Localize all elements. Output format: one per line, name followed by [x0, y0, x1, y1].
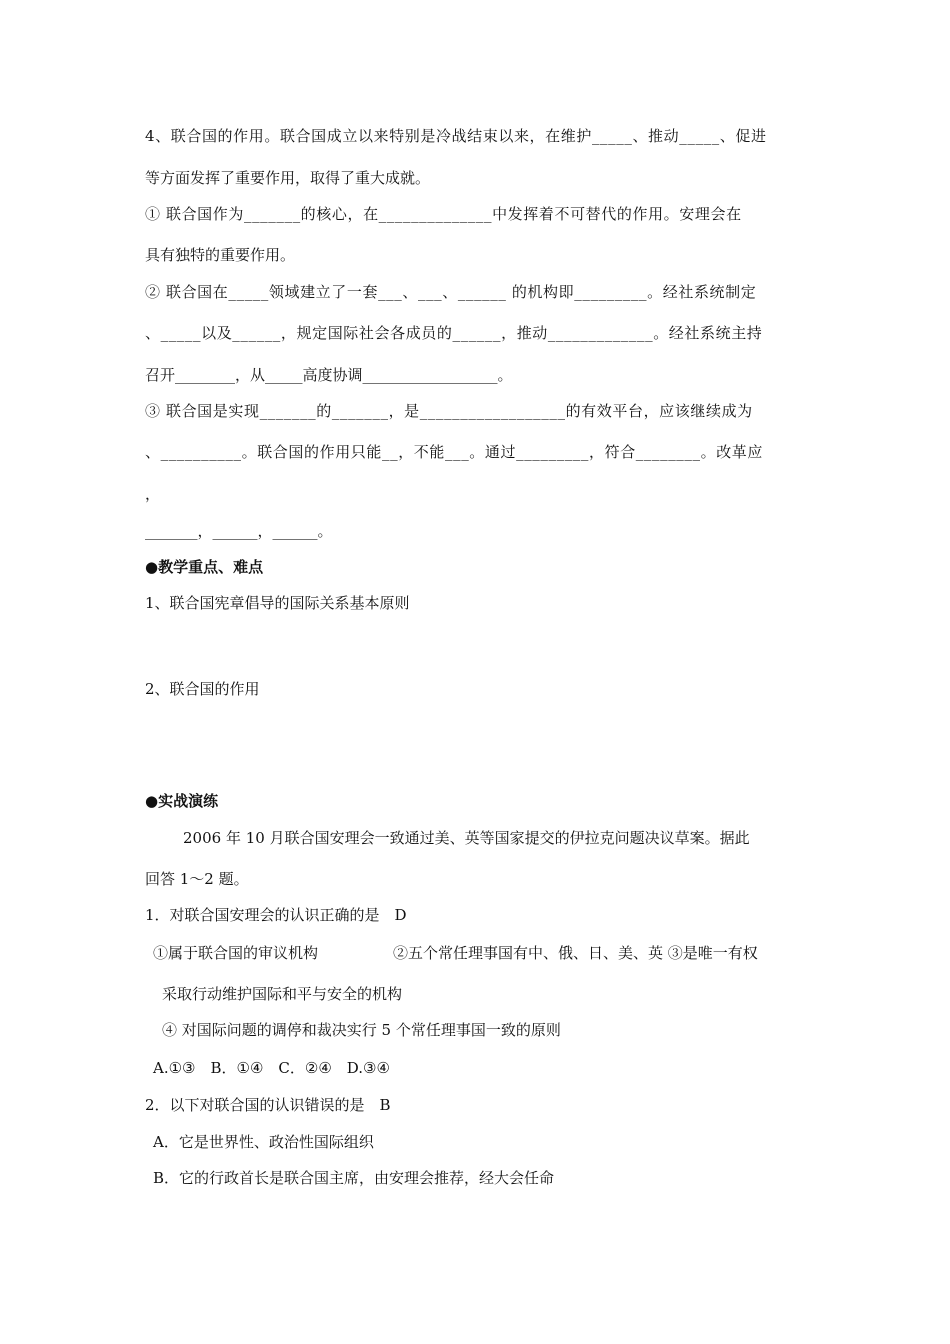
- question-1-option-2-3: ②五个常任理事国有中、俄、日、美、英 ③是唯一有权: [393, 944, 758, 962]
- point2-line-1: ② 联合国在_____领域建立了一套___、___、______ 的机构即_________。经社系统制定: [145, 283, 757, 301]
- question-1-option-4: ④ 对国际问题的调停和裁决实行 5 个常任理事国一致的原则: [162, 1021, 561, 1039]
- focus-item-2: 2、联合国的作用: [145, 680, 260, 698]
- point3-line-3: ，: [145, 485, 161, 503]
- practice-heading: ●实战演练: [145, 792, 219, 810]
- point1-line-2: 具有独特的重要作用。: [145, 246, 296, 264]
- focus-item-1: 1、联合国宪章倡导的国际关系基本原则: [145, 594, 410, 612]
- point2-line-2: 、_____以及______，规定国际社会各成员的______，推动_____________。经社系统主持: [145, 324, 763, 342]
- question-1-choices: A.①③ B．①④ C．②④ D.③④: [153, 1059, 390, 1077]
- item4-line-2: 等方面发挥了重要作用，取得了重大成就。: [145, 169, 431, 187]
- practice-intro-line-1: 2006 年 10 月联合国安理会一致通过美、英等国家提交的伊拉克问题决议草案。据此: [183, 829, 750, 847]
- question-1-option-3-cont: 采取行动维护国际和平与安全的机构: [162, 985, 403, 1003]
- point3-line-4: _______，______，______。: [145, 522, 333, 540]
- practice-intro-line-2: 回答 1～2 题。: [145, 870, 249, 888]
- point1-line-1: ① 联合国作为_______的核心，在______________中发挥着不可替代的作用。安理会在: [145, 205, 742, 223]
- point3-line-2: 、__________。联合国的作用只能__，不能___。通过_________，符合________。改革应: [145, 443, 764, 461]
- question-2-option-b: B．它的行政首长是联合国主席，由安理会推荐，经大会任命: [153, 1169, 555, 1187]
- point2-line-3: 召开________，从_____高度协调__________________。: [145, 366, 513, 384]
- question-1: 1．对联合国安理会的认识正确的是 D: [145, 906, 407, 924]
- question-2: 2．以下对联合国的认识错误的是 B: [145, 1096, 391, 1114]
- focus-heading: ●教学重点、难点: [145, 558, 264, 576]
- question-1-option-1: ①属于联合国的审议机构: [153, 944, 319, 962]
- point3-line-1: ③ 联合国是实现_______的_______，是__________________的有效平台，应该继续成为: [145, 402, 753, 420]
- question-2-option-a: A．它是世界性、政治性国际组织: [153, 1133, 374, 1151]
- item4-line-1: 4、联合国的作用。联合国成立以来特别是冷战结束以来，在维护_____、推动_____、促进: [145, 127, 767, 145]
